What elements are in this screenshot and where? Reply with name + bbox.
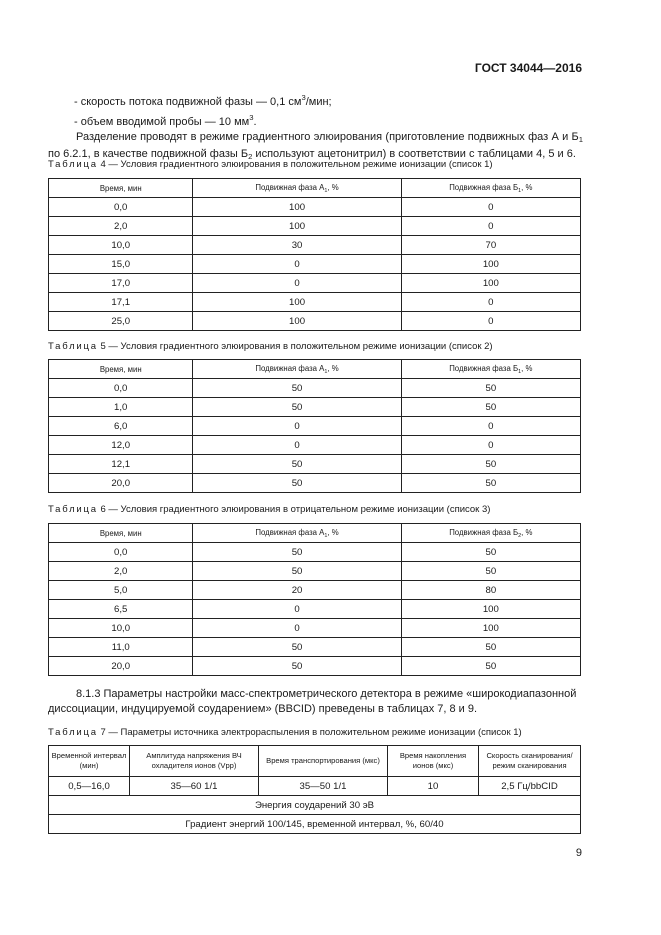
table-cell: 0 xyxy=(401,312,580,331)
table-cell: 100 xyxy=(193,293,401,312)
table-cell: 100 xyxy=(401,619,580,638)
table-cell: 50 xyxy=(401,543,580,562)
table7-label: Таблица xyxy=(48,727,98,738)
intro-block xyxy=(48,90,583,164)
table-cell: 0 xyxy=(193,600,401,619)
table6-header-time: Время, мин xyxy=(49,524,193,543)
table-row xyxy=(49,815,581,834)
table-cell: 20 xyxy=(193,581,401,600)
table-cell: 11,0 xyxy=(49,638,193,657)
table-cell: 2,0 xyxy=(49,562,193,581)
table-row xyxy=(49,777,581,796)
flow-rate-text: - скорость потока подвижной фазы — 0,1 см xyxy=(74,96,302,108)
table6-header-phase-b xyxy=(401,524,580,543)
t4-ha-sub: 1 xyxy=(324,187,328,194)
table-cell: 100 xyxy=(193,198,401,217)
table-row xyxy=(49,379,581,398)
section-8-1-3: 8.1.3 Параметры настройки масс-спектрометрического детектора в режиме «широкодиапазонной диссоциации, индуцируемой соударением» (BBCID) преведены в таблицах 7, 8 и 9. xyxy=(48,688,577,715)
t6-ha-sub: 1 xyxy=(324,532,328,539)
table4 xyxy=(48,178,581,331)
table-cell: 5,0 xyxy=(49,581,193,600)
table7-header-amplitude: Амплитуда напряжения ВЧ охладителя ионов (Vpp) xyxy=(130,746,259,777)
table-row xyxy=(49,619,581,638)
t6-hb-sub: 2 xyxy=(518,532,522,539)
table7 xyxy=(48,745,581,834)
table-row xyxy=(49,236,581,255)
para-text-3: используют ацетонитрил) в соответствии с таблицами 4, 5 и 6. xyxy=(252,148,576,160)
table4-header-row xyxy=(49,179,581,198)
table-row xyxy=(49,600,581,619)
table-row xyxy=(49,581,581,600)
table-row xyxy=(49,255,581,274)
table-cell: 50 xyxy=(401,379,580,398)
table-cell: 35—60 1/1 xyxy=(130,777,259,796)
table-cell: 0 xyxy=(193,619,401,638)
injection-volume-item xyxy=(48,110,583,130)
table-row xyxy=(49,657,581,676)
table-row xyxy=(49,217,581,236)
t4-ha-post: , % xyxy=(327,182,339,192)
table-cell: 50 xyxy=(193,455,401,474)
table-cell: 35—50 1/1 xyxy=(259,777,388,796)
table-cell: 100 xyxy=(401,274,580,293)
table-cell: 6,5 xyxy=(49,600,193,619)
table-cell: 0,0 xyxy=(49,198,193,217)
table-cell: 20,0 xyxy=(49,657,193,676)
table-row xyxy=(49,436,581,455)
table-cell: 50 xyxy=(193,657,401,676)
para-sub-1: 1 xyxy=(578,135,583,144)
flow-rate-item xyxy=(48,90,583,110)
table-row xyxy=(49,474,581,493)
table-cell: 0 xyxy=(401,198,580,217)
table6-label: Таблица xyxy=(48,504,98,515)
table-cell: 50 xyxy=(401,455,580,474)
para-text-1: Разделение проводят в режиме градиентного элюирования (приготовление подвижных фаз А и Б xyxy=(76,131,579,143)
document-standard-number: ГОСТ 34044—2016 xyxy=(474,61,582,75)
table5-label: Таблица xyxy=(48,341,98,352)
table-cell: 50 xyxy=(401,638,580,657)
table-row xyxy=(49,293,581,312)
table-cell: 20,0 xyxy=(49,474,193,493)
table4-caption xyxy=(48,159,493,170)
table-cell: 50 xyxy=(401,474,580,493)
table-cell: 0 xyxy=(193,255,401,274)
table-cell: 0 xyxy=(193,274,401,293)
t5-hb-pre: Подвижная фаза Б xyxy=(449,363,519,373)
table-cell: 12,1 xyxy=(49,455,193,474)
table-cell: 30 xyxy=(193,236,401,255)
table-cell: 50 xyxy=(401,562,580,581)
table-cell: 100 xyxy=(401,255,580,274)
table4-header-phase-a xyxy=(193,179,401,198)
table-cell: 0 xyxy=(401,217,580,236)
table5-title: 5 — Условия градиентного элюирования в положительном режиме ионизации (список 2) xyxy=(97,341,493,352)
table-cell: 12,0 xyxy=(49,436,193,455)
table-cell: 0 xyxy=(401,417,580,436)
table-cell: 10,0 xyxy=(49,236,193,255)
table-cell: 0 xyxy=(193,417,401,436)
table-cell: 50 xyxy=(193,379,401,398)
table6-title: 6 — Условия градиентного элюирования в отрицательном режиме ионизации (список 3) xyxy=(97,504,491,515)
t5-hb-sub: 1 xyxy=(518,368,522,375)
table-cell: 100 xyxy=(193,312,401,331)
table5-header-phase-b xyxy=(401,360,580,379)
t5-ha-sub: 1 xyxy=(324,368,328,375)
table7-header-row xyxy=(49,746,581,777)
table-cell: 0 xyxy=(401,293,580,312)
table7-header-scan: Скорость сканирования/ режим сканирования xyxy=(479,746,581,777)
t6-ha-post: , % xyxy=(327,527,339,537)
injection-volume-end: . xyxy=(253,116,257,128)
table5-header-row xyxy=(49,360,581,379)
table7-header-accumulation: Время накопления ионов (мкс) xyxy=(388,746,479,777)
table-cell: 0,5—16,0 xyxy=(49,777,130,796)
t4-hb-sub: 1 xyxy=(518,187,522,194)
t5-hb-post: , % xyxy=(521,363,533,373)
table-cell: 0,0 xyxy=(49,379,193,398)
table5-caption xyxy=(48,341,493,352)
para-sub-2: 2 xyxy=(248,152,253,161)
table-cell: 2,0 xyxy=(49,217,193,236)
table7-header-interval: Временной интервал (мин) xyxy=(49,746,130,777)
t6-hb-pre: Подвижная фаза Б xyxy=(449,527,519,537)
table4-label: Таблица xyxy=(48,159,98,170)
table-cell: 0 xyxy=(401,436,580,455)
table5 xyxy=(48,359,581,493)
table-row xyxy=(49,543,581,562)
table-cell: 2,5 Гц/bbCID xyxy=(479,777,581,796)
flow-rate-unit: /мин; xyxy=(305,96,332,108)
table-cell: 100 xyxy=(401,600,580,619)
table7-caption xyxy=(48,727,522,738)
t5-ha-pre: Подвижная фаза А xyxy=(255,363,325,373)
table4-header-time: Время, мин xyxy=(49,179,193,198)
table-cell: 15,0 xyxy=(49,255,193,274)
table-row xyxy=(49,398,581,417)
table7-title: 7 — Параметры источника электрораспыления в положительном режиме ионизации (список 1) xyxy=(97,727,522,738)
table-cell: 50 xyxy=(193,474,401,493)
table4-title: 4 — Условия градиентного элюирования в положительном режиме ионизации (список 1) xyxy=(97,159,493,170)
table-row xyxy=(49,455,581,474)
table-row xyxy=(49,796,581,815)
table-cell: 6,0 xyxy=(49,417,193,436)
table6-caption xyxy=(48,504,490,515)
table-row xyxy=(49,198,581,217)
table-cell: 50 xyxy=(401,657,580,676)
table-cell: 50 xyxy=(193,543,401,562)
table4-header-phase-b xyxy=(401,179,580,198)
collision-energy-cell: Энергия соударений 30 эВ xyxy=(49,796,581,815)
table-row xyxy=(49,312,581,331)
table6 xyxy=(48,523,581,676)
table-row xyxy=(49,274,581,293)
t6-hb-post: , % xyxy=(521,527,533,537)
table7-header-transport: Время транспортирования (мкс) xyxy=(259,746,388,777)
t4-ha-pre: Подвижная фаза А xyxy=(255,182,325,192)
table-cell: 10 xyxy=(388,777,479,796)
t4-hb-post: , % xyxy=(521,182,533,192)
table-cell: 50 xyxy=(193,562,401,581)
t4-hb-pre: Подвижная фаза Б xyxy=(449,182,519,192)
t5-ha-post: , % xyxy=(327,363,339,373)
table-cell: 80 xyxy=(401,581,580,600)
table-row xyxy=(49,638,581,657)
para-text-2: по 6.2.1, в качестве подвижной фазы Б xyxy=(48,148,249,160)
table-cell: 1,0 xyxy=(49,398,193,417)
table-cell: 50 xyxy=(193,638,401,657)
table-row xyxy=(49,562,581,581)
injection-volume-sup: 3 xyxy=(249,113,254,122)
table-cell: 0,0 xyxy=(49,543,193,562)
table-cell: 50 xyxy=(193,398,401,417)
energy-gradient-cell: Градиент энергий 100/145, временной интервал, %, 60/40 xyxy=(49,815,581,834)
table-cell: 10,0 xyxy=(49,619,193,638)
flow-rate-sup: 3 xyxy=(301,93,306,102)
table6-header-phase-a xyxy=(193,524,401,543)
table-cell: 25,0 xyxy=(49,312,193,331)
table5-header-phase-a xyxy=(193,360,401,379)
table-cell: 0 xyxy=(193,436,401,455)
table-cell: 100 xyxy=(193,217,401,236)
table-cell: 70 xyxy=(401,236,580,255)
table-cell: 17,0 xyxy=(49,274,193,293)
t6-ha-pre: Подвижная фаза А xyxy=(255,527,325,537)
table5-header-time: Время, мин xyxy=(49,360,193,379)
table-cell: 17,1 xyxy=(49,293,193,312)
table-cell: 50 xyxy=(401,398,580,417)
injection-volume-text: - объем вводимой пробы — 10 мм xyxy=(74,116,250,128)
page-number: 9 xyxy=(575,847,582,859)
table6-header-row xyxy=(49,524,581,543)
table-row xyxy=(49,417,581,436)
